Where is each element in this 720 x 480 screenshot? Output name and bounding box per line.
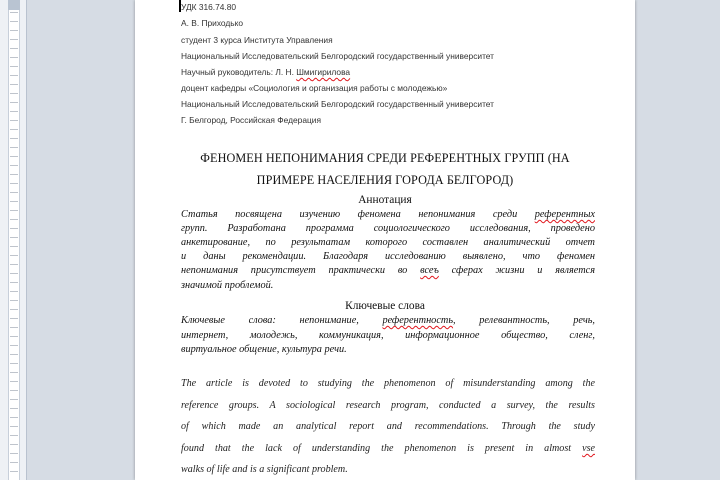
keywords-line-1 bbox=[181, 314, 595, 328]
article-title-line-1: ФЕНОМЕН НЕПОНИМАНИЯ СРЕДИ РЕФЕРЕНТНЫХ ГРУПП (НА bbox=[200, 151, 570, 165]
english-misspelled-word: vse bbox=[582, 443, 595, 454]
abstract-line-6: значимой проблемой. bbox=[181, 280, 274, 291]
abstract-line-5 bbox=[181, 264, 595, 278]
abstract-typo-word: всеъ bbox=[420, 265, 439, 276]
vertical-ruler[interactable] bbox=[0, 0, 27, 480]
article-title-line-2: ПРИМЕРЕ НАСЕЛЕНИЯ ГОРОДА БЕЛГОРОД) bbox=[256, 173, 514, 187]
abstract-line-1-text: Статья посвящена изучению феномена непонимания среди bbox=[181, 209, 535, 220]
author-name: А. В. Приходько bbox=[181, 18, 244, 28]
advisor-position: доцент кафедры «Социология и организация работы с молодежью» bbox=[181, 83, 448, 93]
keywords-misspelled-word: референтность bbox=[382, 315, 454, 326]
advisor-prefix: Научный руководитель: Л. Н. bbox=[181, 67, 297, 77]
workspace-gutter-left bbox=[27, 0, 135, 480]
abstract-line-3: анкетирование, по результатам которого составлен аналитический отчет bbox=[181, 237, 595, 248]
english-line-1: The article is devoted to studying the phenomenon of misunderstanding among the bbox=[181, 378, 595, 389]
ruler-ticks bbox=[10, 12, 18, 480]
author-position: студент 3 курса Института Управления bbox=[181, 35, 333, 45]
udc-code: УДК 316.74.80 bbox=[181, 2, 237, 12]
city-line: Г. Белгород, Российская Федерация bbox=[181, 115, 321, 125]
abstract-line-5-text-c: сферах жизни и является bbox=[438, 265, 595, 276]
advisor-line bbox=[181, 67, 350, 77]
english-line-4-text: found that the lack of understanding the phenomenon is present in almost bbox=[181, 443, 583, 454]
keywords-line-3: виртуальное общение, культура речи. bbox=[181, 344, 347, 355]
abstract-heading: Аннотация bbox=[358, 194, 412, 206]
keywords-line-1-text-a: Ключевые слова: непонимание, bbox=[181, 315, 383, 326]
english-line-2: reference groups. A sociological research program, conducted a survey, the results bbox=[181, 400, 595, 411]
keywords-line-2: интернет, молодежь, коммуникация, информационное общество, сленг, bbox=[181, 330, 595, 341]
english-line-4 bbox=[181, 441, 595, 457]
workspace-gutter-right bbox=[636, 0, 720, 480]
keywords-heading: Ключевые слова bbox=[345, 300, 425, 312]
advisor-university: Национальный Исследовательский Белгородский государственный университет bbox=[181, 99, 495, 109]
author-university: Национальный Исследовательский Белгородский государственный университет bbox=[181, 51, 495, 61]
abstract-line-5-text-a: непонимания присутствует практически во bbox=[181, 265, 421, 276]
abstract-line-4: и даны рекомендации. Благодаря исследованию выявлено, что феномен bbox=[181, 251, 595, 262]
english-line-5: walks of life and is a significant problem. bbox=[181, 464, 348, 475]
abstract-line-2: групп. Разработана программа социологического исследования, проведено bbox=[181, 223, 595, 234]
advisor-surname: Шмигирилова bbox=[296, 67, 351, 77]
abstract-misspelled-word: референтных bbox=[534, 209, 595, 220]
document-page[interactable] bbox=[135, 0, 635, 480]
ruler-margin-marker[interactable] bbox=[8, 0, 20, 10]
abstract-line-1 bbox=[181, 208, 595, 222]
english-line-3: of which made an analytical report and recommendations. Through the study bbox=[181, 421, 595, 432]
keywords-line-1-text-c: , релевантность, речь, bbox=[453, 315, 595, 326]
